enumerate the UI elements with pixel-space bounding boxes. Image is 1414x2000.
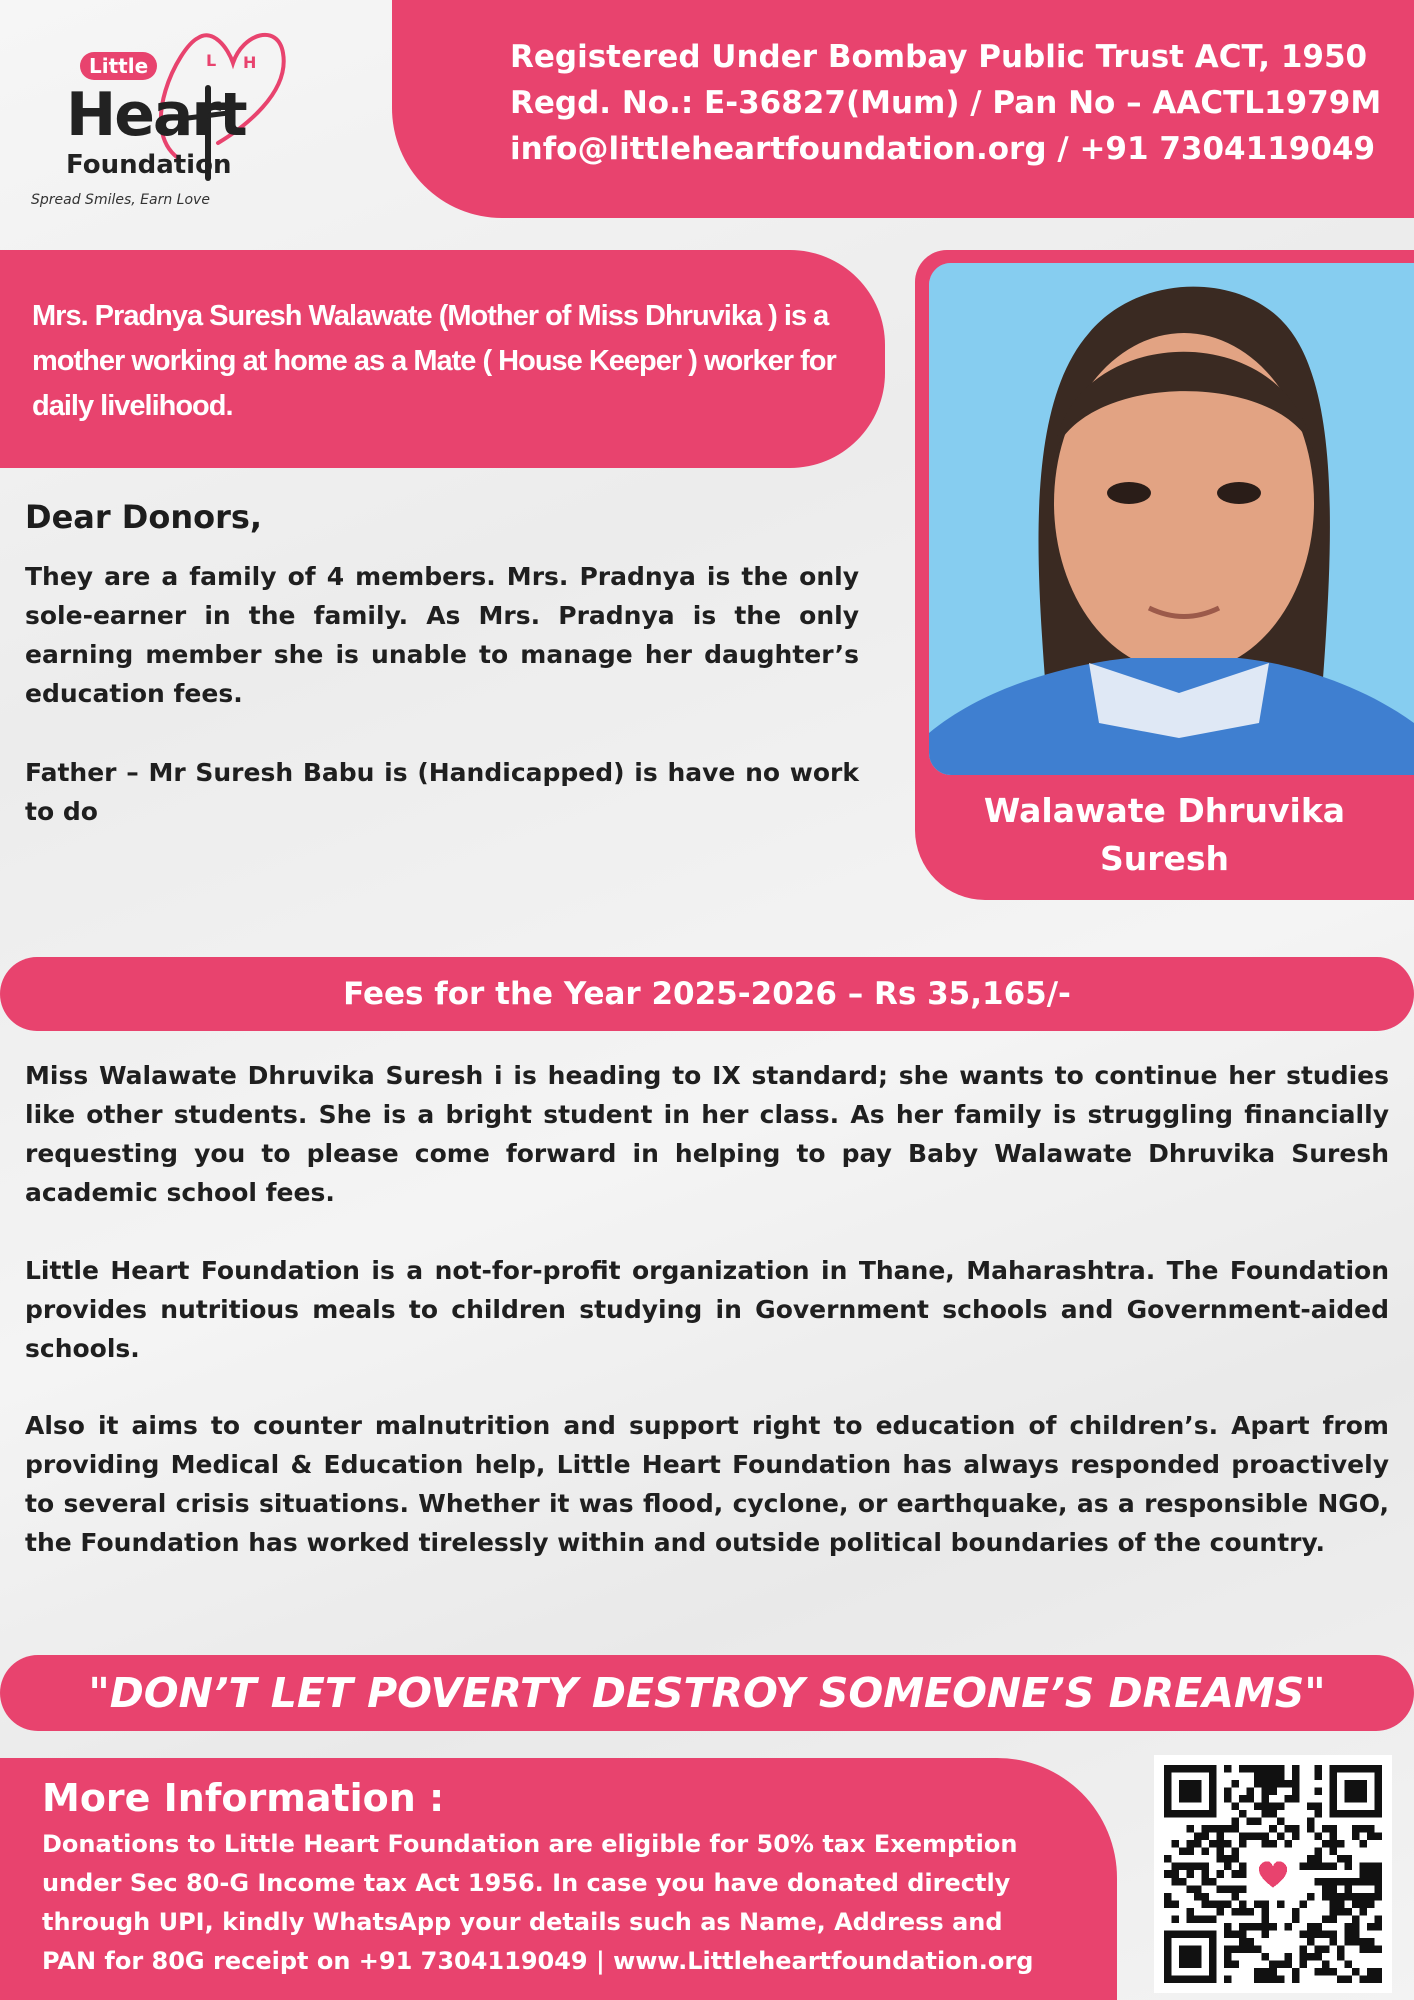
logo-monogram-l: L bbox=[206, 51, 217, 70]
logo-tagline: Spread Smiles, Earn Love bbox=[31, 192, 210, 208]
logo-little-text: Little bbox=[80, 52, 157, 80]
slogan-banner: "DON’T LET POVERTY DESTROY SOMEONE’S DREAMS" bbox=[0, 1655, 1414, 1731]
header-banner bbox=[392, 0, 1414, 218]
tax-info-line3: through UPI, kindly WhatsApp your details such as Name, Address and bbox=[42, 1908, 1003, 1936]
mother-intro-text: Mrs. Pradnya Suresh Walawate (Mother of Miss Dhruvika ) is a mother working at home as a Mate ( House Keeper ) worker for daily livelihood. bbox=[32, 300, 836, 422]
more-information-box bbox=[0, 1758, 1117, 2000]
tax-info-line1: Donations to Little Heart Foundation are eligible for 50% tax Exemption bbox=[42, 1830, 1018, 1858]
logo-heart-text: Heart bbox=[66, 80, 246, 150]
student-paragraph: Miss Walawate Dhruvika Suresh i is heading to IX standard; she wants to continue her studies like other students. She is a bright student in her class. As her family is struggling financially requesting you to please come forward in helping to pay Baby Walawate Dhruvika Suresh academic school fees. bbox=[25, 1061, 1389, 1207]
foundation-paragraph: Little Heart Foundation is a not-for-profit organization in Thane, Maharashtra. The Foundation provides nutritious meals to children studying in Government schools and Government-aided schools. bbox=[25, 1256, 1389, 1363]
logo-monogram-h: H bbox=[243, 53, 257, 72]
logo-foundation-text: Foundation bbox=[66, 150, 232, 180]
family-paragraph: They are a family of 4 members. Mrs. Pradnya is the only sole-earner in the family. As Mrs. Pradnya is the only earning member she is unable to manage her daughter’s education fees. bbox=[25, 562, 859, 708]
tax-info-line2: under Sec 80-G Income tax Act 1956. In case you have donated directly bbox=[42, 1869, 1011, 1897]
donation-qr-code[interactable] bbox=[1154, 1755, 1392, 1993]
tax-info-line4: PAN for 80G receipt on +91 7304119049 | www.Littleheartfoundation.org bbox=[42, 1947, 1034, 1975]
student-photo-card bbox=[915, 250, 1414, 900]
foundation-logo bbox=[28, 8, 288, 213]
qr-code-icon bbox=[1164, 1765, 1382, 1983]
greeting: Dear Donors, bbox=[25, 498, 263, 536]
student-portrait-image bbox=[929, 263, 1414, 775]
fees-banner: Fees for the Year 2025-2026 – Rs 35,165/- bbox=[0, 957, 1414, 1031]
student-photo bbox=[929, 263, 1414, 775]
student-name-line2: Suresh bbox=[1099, 839, 1230, 878]
more-information-title: More Information : bbox=[42, 1776, 445, 1820]
father-paragraph: Father – Mr Suresh Babu is (Handicapped) is have no work to do bbox=[25, 758, 859, 826]
contact-line: info@littleheartfoundation.org / +91 7304119049 bbox=[510, 131, 1376, 167]
mother-intro-box bbox=[0, 250, 885, 468]
registration-line: Registered Under Bombay Public Trust ACT, 1950 bbox=[510, 39, 1368, 75]
regd-number-line: Regd. No.: E-36827(Mum) / Pan No – AACTL1979M bbox=[510, 85, 1382, 121]
student-name-line1: Walawate Dhruvika bbox=[983, 791, 1346, 830]
mission-paragraph: Also it aims to counter malnutrition and support right to education of children’s. Apart from providing Medical & Education help, Little Heart Foundation has always responded proactively to several crisis situations. Whether it was flood, cyclone, or earthquake, as a responsible NGO, the Foundation has worked tirelessly within and outside political boundaries of the country. bbox=[25, 1411, 1389, 1557]
